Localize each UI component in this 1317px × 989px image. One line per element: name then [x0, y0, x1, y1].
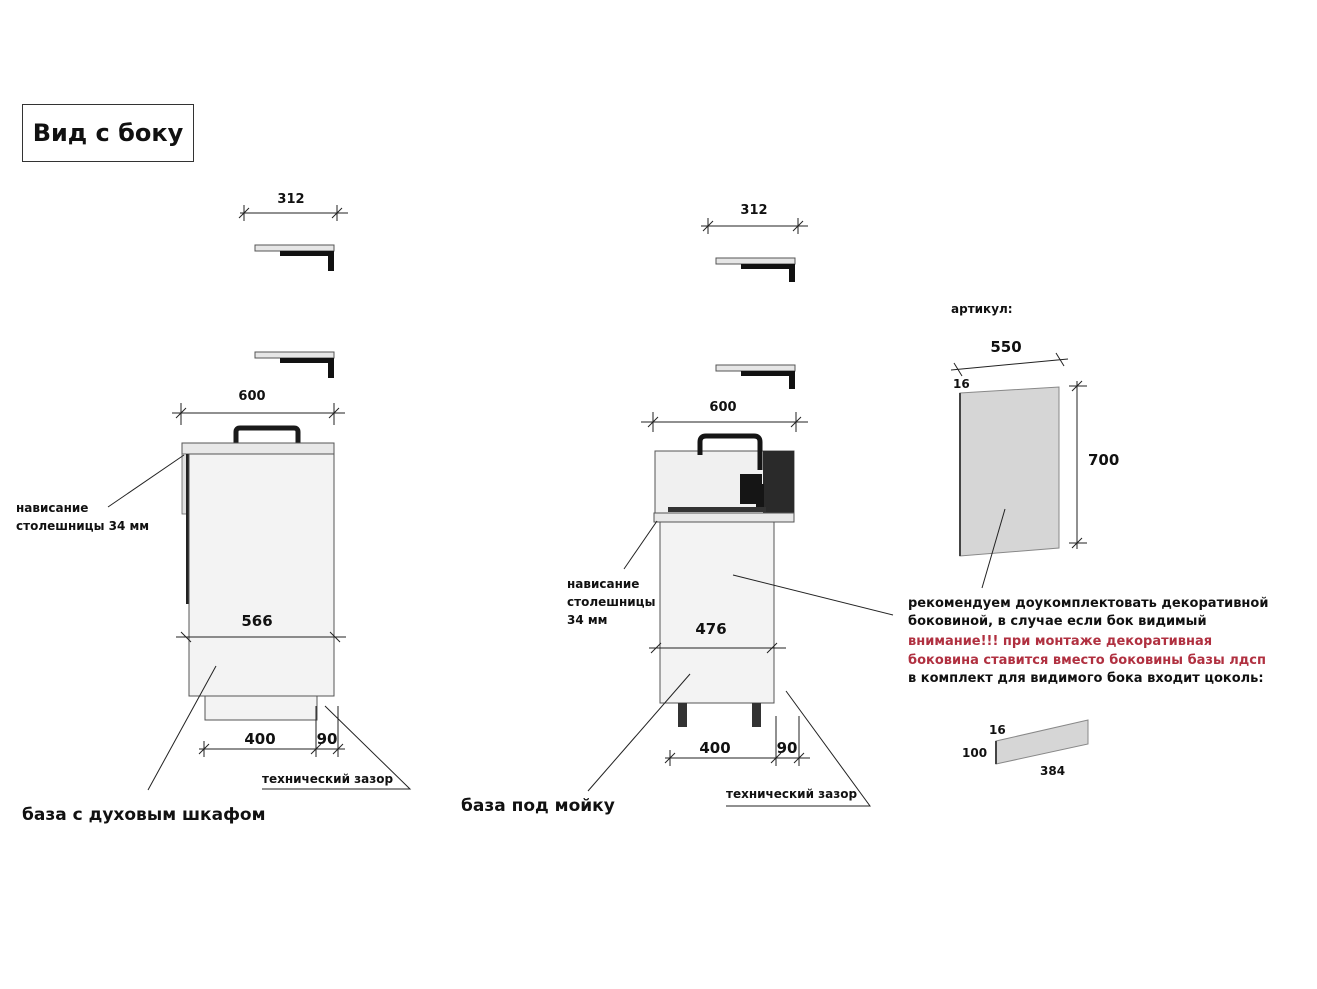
right-overhang-line1: нависание: [567, 577, 640, 591]
left-shelf-dimension: [239, 205, 348, 221]
right-caption-leader: [588, 674, 690, 791]
left-gap-label: технический зазор: [262, 772, 394, 786]
left-shelf-upper: [255, 245, 334, 271]
right-shelf-lower: [716, 365, 795, 389]
right-plinth-depth: 400: [699, 739, 731, 757]
left-cabinet-group: [16, 192, 410, 825]
article-label: артикул:: [951, 302, 1013, 316]
right-inner-depth: 476: [695, 620, 727, 638]
left-caption: база с духовым шкафом: [22, 805, 266, 825]
left-overhang-line1: нависание: [16, 501, 89, 515]
panel-height-dimension: [1069, 381, 1087, 549]
panel-height: 700: [1088, 451, 1120, 469]
left-shelf-lower: [255, 352, 334, 378]
left-cabinet: [182, 428, 334, 720]
plinth-note: в комплект для видимого бока входит цоколь:: [908, 671, 1264, 686]
right-cabinet: [654, 436, 794, 727]
warning-line1: внимание!!! при монтаже декоративная: [908, 634, 1213, 649]
right-overhang-line3: 34 мм: [567, 613, 608, 627]
left-plinth-depth: 400: [244, 730, 276, 748]
panel-width: 550: [990, 338, 1022, 356]
right-gap-size: 90: [776, 739, 798, 757]
left-caption-leader: [148, 666, 216, 790]
right-shelf-dimension: [701, 218, 808, 234]
plinth-thickness: 16: [989, 723, 1006, 737]
plinth-strip: [996, 720, 1088, 764]
left-overhang-line2: столешницы 34 мм: [16, 519, 150, 533]
plinth-length: 384: [1040, 764, 1066, 778]
right-cabinet-group: [461, 203, 893, 816]
left-gap-size: 90: [316, 730, 338, 748]
left-depth: 600: [238, 389, 266, 404]
right-gap-label: технический зазор: [726, 787, 858, 801]
panel-thickness: 16: [953, 377, 970, 391]
left-inner-depth: 566: [241, 612, 273, 630]
right-overhang-leader: [624, 521, 657, 569]
warning-line2: боковина ставится вместо боковины базы лдсп: [908, 653, 1266, 668]
decorative-side-panel: [960, 387, 1059, 556]
left-depth-dimension: [172, 403, 345, 425]
left-overhang-leader: [108, 455, 184, 507]
plinth-height: 100: [962, 746, 988, 760]
right-depth-dimension: [641, 412, 808, 432]
note-line1: рекомендуем доукомплектовать декоративной: [908, 596, 1269, 611]
right-shelf-upper: [716, 258, 795, 282]
note-line2: боковиной, в случае если бок видимый: [908, 614, 1207, 629]
decorative-panel-group: [908, 302, 1268, 778]
left-shelf-width: 312: [277, 192, 305, 207]
right-overhang-line2: столешницы: [567, 595, 656, 609]
right-depth: 600: [709, 400, 737, 415]
right-caption: база под мойку: [461, 796, 615, 816]
page-title: Вид с боку: [22, 104, 194, 162]
right-shelf-width: 312: [740, 203, 768, 218]
panel-width-dimension: [951, 353, 1068, 376]
